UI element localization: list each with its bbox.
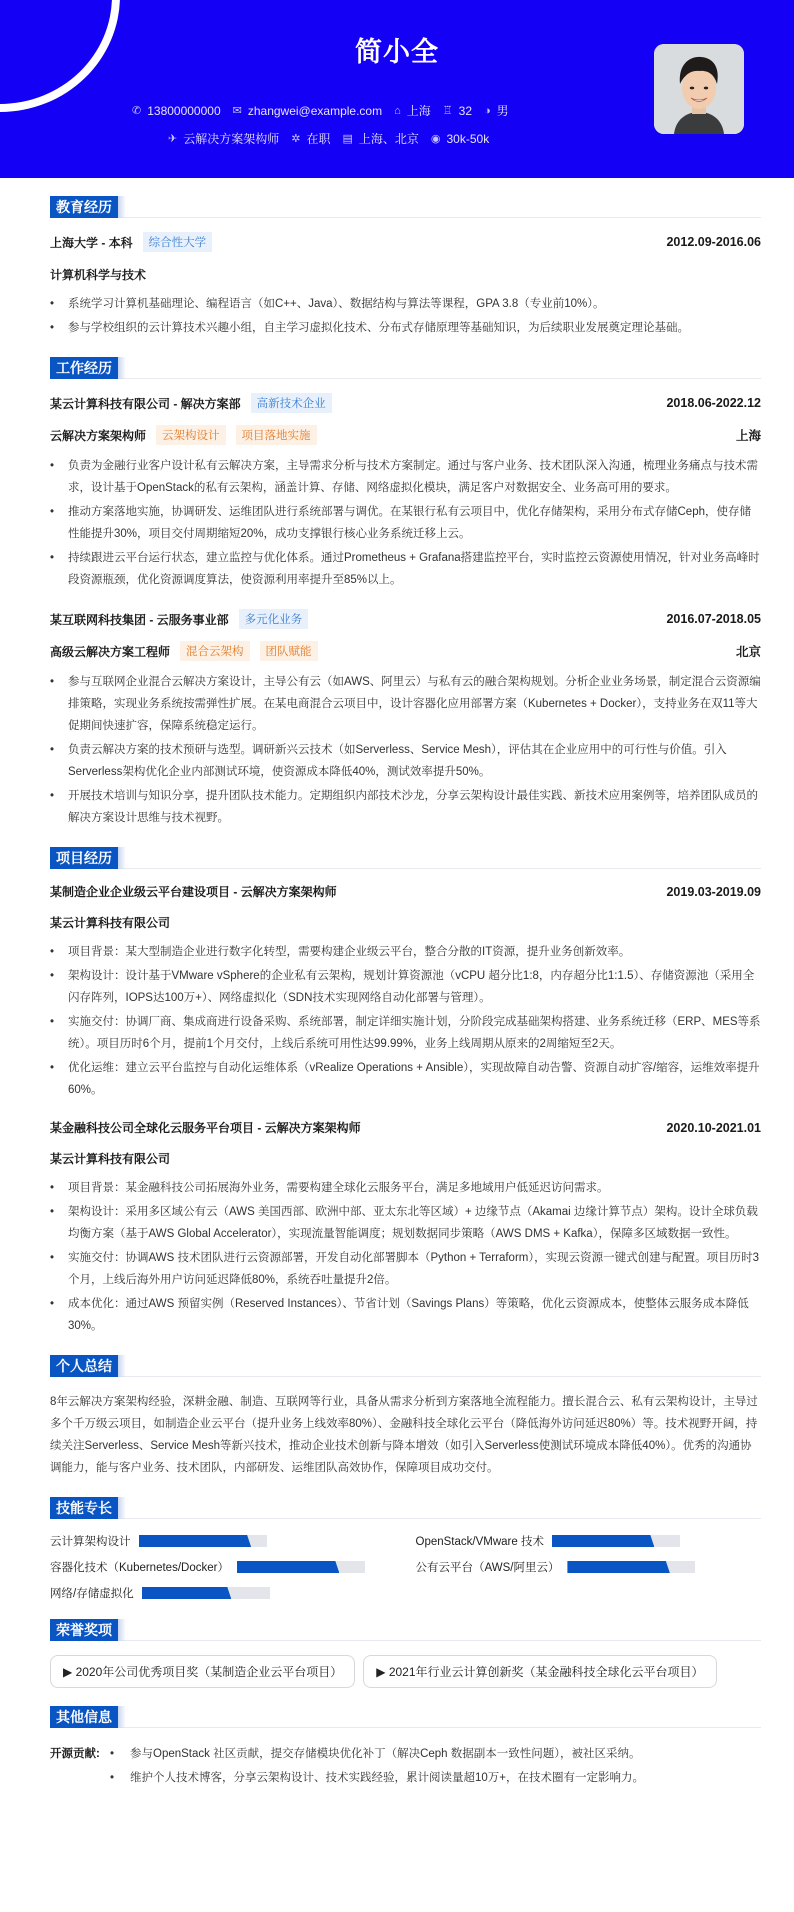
list-item: • 负责为金融行业客户设计私有云解决方案，主导需求分析与技术方案制定。通过与客户业务、技术团队深入沟通，梳理业务痛点与技术需求，设计基于OpenStack的私有云架构，涵盖计算、存储、网络虚拟化模块，满足客户对数据安全、业务高可用的要求。: [50, 455, 761, 499]
city-text: 上海: [406, 104, 431, 118]
skill-name: 公有云平台（AWS/阿里云）: [415, 1562, 560, 1574]
section-title: 其他信息: [50, 1706, 118, 1728]
cake-icon: ♖: [442, 105, 453, 117]
building-icon: ▤: [342, 133, 353, 145]
job-date: 2016.07-2018.05: [666, 612, 761, 626]
section-title: 教育经历: [50, 196, 118, 218]
skill-bar-fill: [139, 1535, 252, 1547]
role-line: [50, 641, 318, 661]
role-name: 高级云解决方案工程师: [50, 644, 171, 659]
company-tag: 高新技术企业: [251, 393, 332, 413]
list-item: • 维护个人技术博客，分享云架构设计、技术实践经验，累计阅读量超10万+，在技术圈有一定影响力。: [106, 1766, 644, 1790]
job-target-info: [168, 130, 279, 147]
list-item: • 架构设计：采用多区域公有云（AWS 美国西部、欧洲中部、亚太东北等区域）+ 边缘节点（Akamai 边缘计算节点）架构。设计全球负载均衡方案（基于AWS Global Accelerator），实现流量智能调度；规划数据同步策略（AWS DMS + Kafka），保障多区域数据一致性。: [50, 1201, 761, 1245]
project-date: 2019.03-2019.09: [666, 884, 761, 899]
city-info: [394, 102, 431, 119]
email-info: [233, 104, 382, 118]
role-tag: 混合云架构: [180, 641, 250, 661]
education-date: 2012.09-2016.06: [666, 235, 761, 249]
awards-list: [50, 1655, 761, 1688]
skill-name: 容器化技术（Kubernetes/Docker）: [50, 1562, 229, 1574]
job-target-text: 云解决方案架构师: [183, 132, 280, 146]
job-entry: [50, 609, 761, 829]
section-header: [50, 1355, 761, 1377]
list-item: • 实施交付：协调厂商、集成商进行设备采购、系统部署，制定详细实施计划，分阶段完成基础架构搭建、业务系统迁移（ERP、MES等系统）。项目历时6个月，提前1个月交付，上线后系统可用性达99.99%，业务上线周期从原来的2周缩短至2天。: [50, 1011, 761, 1055]
project-entry: [50, 1119, 761, 1337]
resume-header: [0, 0, 794, 178]
list-item: • 架构设计：设计基于VMware vSphere的企业私有云架构，规划计算资源池（vCPU 超分比1:8，内存超分比1:1.5）、存储资源池（采用全闪存阵列，IOPS达100万+）、网络虚拟化（SDN技术实现网络自动化部署与管理）。: [50, 965, 761, 1009]
project-bullets: [50, 1177, 761, 1337]
skill-name: 网络/存储虚拟化: [50, 1588, 134, 1600]
gender-text: 男: [496, 104, 509, 118]
job-company-row: [50, 393, 761, 413]
section-header: [50, 1497, 761, 1519]
list-item: • 项目背景：某大型制造企业进行数字化转型，需要构建企业级云平台，整合分散的IT资源，提升业务创新效率。: [50, 941, 761, 963]
job-entry: [50, 393, 761, 591]
avatar: [654, 44, 744, 134]
award-item: ▶ 2020年公司优秀项目奖（某制造企业云平台项目）: [50, 1655, 355, 1688]
list-item: • 优化运维：建立云平台监控与自动化运维体系（vRealize Operations + Ansible），实现故障自动告警、资源自动扩容/缩容，运维效率提升60%。: [50, 1057, 761, 1101]
section-title: 工作经历: [50, 357, 118, 379]
list-item: • 成本优化：通过AWS 预留实例（Reserved Instances）、节省计划（Savings Plans）等策略，优化云资源成本，使整体云服务成本降低30%。: [50, 1293, 761, 1337]
major: 计算机科学与技术: [50, 268, 147, 282]
role-tag: 项目落地实施: [236, 425, 317, 445]
company-line: [50, 393, 332, 413]
job-role-row: [50, 425, 761, 445]
company-line: [50, 609, 308, 629]
section-header: [50, 1619, 761, 1641]
project-name: 某制造企业企业级云平台建设项目 - 云解决方案架构师: [50, 885, 337, 899]
mail-icon: ✉: [232, 105, 242, 117]
status-info: [291, 130, 330, 147]
job-location: 上海: [735, 429, 761, 443]
resume-body: [0, 196, 794, 1790]
avatar-portrait-icon: [654, 44, 744, 134]
project-company: 某云计算科技有限公司: [50, 1152, 171, 1166]
project-title-row: [50, 1119, 761, 1136]
skill-bar: [142, 1587, 270, 1599]
school-line: [50, 232, 212, 252]
education-bullets: [50, 293, 761, 339]
skill-name: 云计算架构设计: [50, 1536, 131, 1548]
list-item: • 实施交付：协调AWS 技术团队进行云资源部署，开发自动化部署脚本（Python + Terraform），实现云资源一键式创建与配置。项目历时3个月，上线后海外用户访问延迟降低80%，系统吞吐量提升2倍。: [50, 1247, 761, 1291]
skill-bar-fill: [567, 1561, 669, 1573]
gender-icon: ◑: [484, 104, 491, 117]
skill-name: OpenStack/VMware 技术: [415, 1536, 544, 1548]
job-date: 2018.06-2022.12: [666, 396, 761, 410]
open-source-list: [106, 1742, 644, 1790]
role-name: 云解决方案架构师: [50, 428, 147, 443]
section-header: [50, 847, 761, 869]
list-item: • 系统学习计算机基础理论、编程语言（如C++、Java）、数据结构与算法等课程，GPA 3.8（专业前10%）。: [50, 293, 761, 315]
job-bullets: [50, 671, 761, 829]
gender-info: [484, 102, 509, 119]
salary-info: [431, 132, 489, 146]
project-date: 2020.10-2021.01: [666, 1120, 761, 1135]
skill-item: [50, 1559, 396, 1575]
project-entry: [50, 883, 761, 1101]
role-line: [50, 425, 317, 445]
list-item: • 参与OpenStack 社区贡献，提交存储模块优化补丁（解决Ceph 数据副本一致性问题），被社区采纳。: [106, 1742, 644, 1766]
section-header: [50, 357, 761, 379]
skill-item: [416, 1559, 762, 1575]
target-city-text: 上海、北京: [358, 132, 419, 146]
paper-plane-icon: ✈: [168, 133, 178, 145]
role-tag: 团队赋能: [260, 641, 318, 661]
skills-grid: [50, 1533, 761, 1601]
skill-item: [50, 1533, 396, 1549]
project-company: 某云计算科技有限公司: [50, 916, 171, 930]
skill-bar: [139, 1535, 267, 1547]
skill-bar: [567, 1561, 695, 1573]
list-item: • 项目背景：某金融科技公司拓展海外业务，需要构建全球化云服务平台，满足多地域用户低延迟访问需求。: [50, 1177, 761, 1199]
skill-item: [50, 1585, 396, 1601]
skill-bar-fill: [237, 1561, 339, 1573]
target-city-info: [342, 130, 418, 147]
job-bullets: [50, 455, 761, 591]
awards-section: [50, 1619, 761, 1688]
job-intent-row: [80, 130, 710, 147]
coin-icon: ◉: [430, 133, 441, 145]
home-icon: ⌂: [394, 104, 401, 117]
skills-section: [50, 1497, 761, 1601]
skill-bar: [552, 1535, 680, 1547]
skill-item: [416, 1533, 762, 1549]
section-title: 项目经历: [50, 847, 118, 869]
work-section: [50, 357, 761, 829]
projects-section: [50, 847, 761, 1337]
phone-icon: ✆: [132, 105, 142, 117]
status-text: 在职: [306, 132, 331, 146]
email-text: zhangwei@example.com: [247, 103, 383, 118]
role-tag: 云架构设计: [156, 425, 226, 445]
candidate-name: 简小全: [355, 37, 439, 67]
company-name: 某云计算科技有限公司 - 解决方案部: [50, 396, 241, 411]
open-source-label: 开源贡献:: [50, 1748, 100, 1760]
status-icon: ✲: [291, 133, 301, 145]
other-section: [50, 1706, 761, 1790]
project-title-row: [50, 883, 761, 900]
education-row: [50, 232, 761, 252]
company-name: 某互联网科技集团 - 云服务事业部: [50, 612, 229, 627]
summary-text: 8年云解决方案架构经验，深耕金融、制造、互联网等行业，具备从需求分析到方案落地全流程能力。擅长混合云、私有云架构设计，主导过多个千万级云项目，如制造企业云平台（提升业务上线效率80%）、金融科技全球化云平台（降低海外访问延迟80%）等。技术视野开阔，持续关注Serverless、Service Mesh等新兴技术，推动企业技术创新与降本增效（如引入Serverless使测试环境成本降低40%）。优秀的沟通协调能力，能与客户业务、技术团队，内部研发、运维团队高效协作，保障项目成功交付。: [50, 1396, 758, 1474]
summary-section: [50, 1355, 761, 1479]
list-item: • 推动方案落地实施，协调研发、运维团队进行系统部署与调优。在某银行私有云项目中，优化存储架构，采用分布式存储Ceph，使存储性能提升30%，项目交付周期缩短20%，成功支撑银行核心业务系统迁移上云。: [50, 501, 761, 545]
section-title: 荣誉奖项: [50, 1619, 118, 1641]
age-info: [443, 104, 472, 118]
open-source-block: [50, 1742, 761, 1790]
job-role-row: [50, 641, 761, 661]
award-item: ▶ 2021年行业云计算创新奖（某金融科技全球化云平台项目）: [363, 1655, 716, 1688]
phone-text: 13800000000: [147, 103, 221, 118]
list-item: • 持续跟进云平台运行状态，建立监控与优化体系。通过Prometheus + Grafana搭建监控平台，实时监控云资源使用情况，针对业务高峰时段资源瓶颈，优化资源调度算法，使资源利用率提升至85%以上。: [50, 547, 761, 591]
list-item: • 负责云解决方案的技术预研与选型。调研新兴云技术（如Serverless、Service Mesh），评估其在企业应用中的可行性与价值。引入Serverless架构优化企业内部测试环境，使资源成本降低40%，测试效率提升50%。: [50, 739, 761, 783]
company-tag: 多元化业务: [239, 609, 309, 629]
skill-bar: [237, 1561, 365, 1573]
project-bullets: [50, 941, 761, 1101]
phone-info: [132, 104, 221, 118]
age-text: 32: [458, 103, 473, 118]
school-tag: 综合性大学: [143, 232, 213, 252]
list-item: • 参与互联网企业混合云解决方案设计，主导公有云（如AWS、阿里云）与私有云的融合架构规划。分析企业业务场景，制定混合云资源编排策略，实现业务系统按需弹性扩展。在某电商混合云项目中，设计容器化应用部署方案（Kubernetes + Docker），支持业务在双11等大促期间快速扩容，保障系统稳定运行。: [50, 671, 761, 737]
job-location: 北京: [735, 645, 761, 659]
list-item: • 参与学校组织的云计算技术兴趣小组，自主学习虚拟化技术、分布式存储原理等基础知识，为后续职业发展奠定理论基础。: [50, 317, 761, 339]
skill-bar-fill: [142, 1587, 232, 1599]
project-name: 某金融科技公司全球化云服务平台项目 - 云解决方案架构师: [50, 1121, 361, 1135]
contact-row: [80, 102, 710, 119]
section-title: 技能专长: [50, 1497, 118, 1519]
section-header: [50, 196, 761, 218]
salary-text: 30k-50k: [446, 131, 490, 146]
school-name: 上海大学 - 本科: [50, 235, 133, 250]
education-section: [50, 196, 761, 339]
section-header: [50, 1706, 761, 1728]
section-title: 个人总结: [50, 1355, 118, 1377]
job-company-row: [50, 609, 761, 629]
skill-bar-fill: [552, 1535, 654, 1547]
list-item: • 开展技术培训与知识分享，提升团队技术能力。定期组织内部技术沙龙，分享云架构设计最佳实践、新技术应用案例等，培养团队成员的解决方案设计思维与技术视野。: [50, 785, 761, 829]
